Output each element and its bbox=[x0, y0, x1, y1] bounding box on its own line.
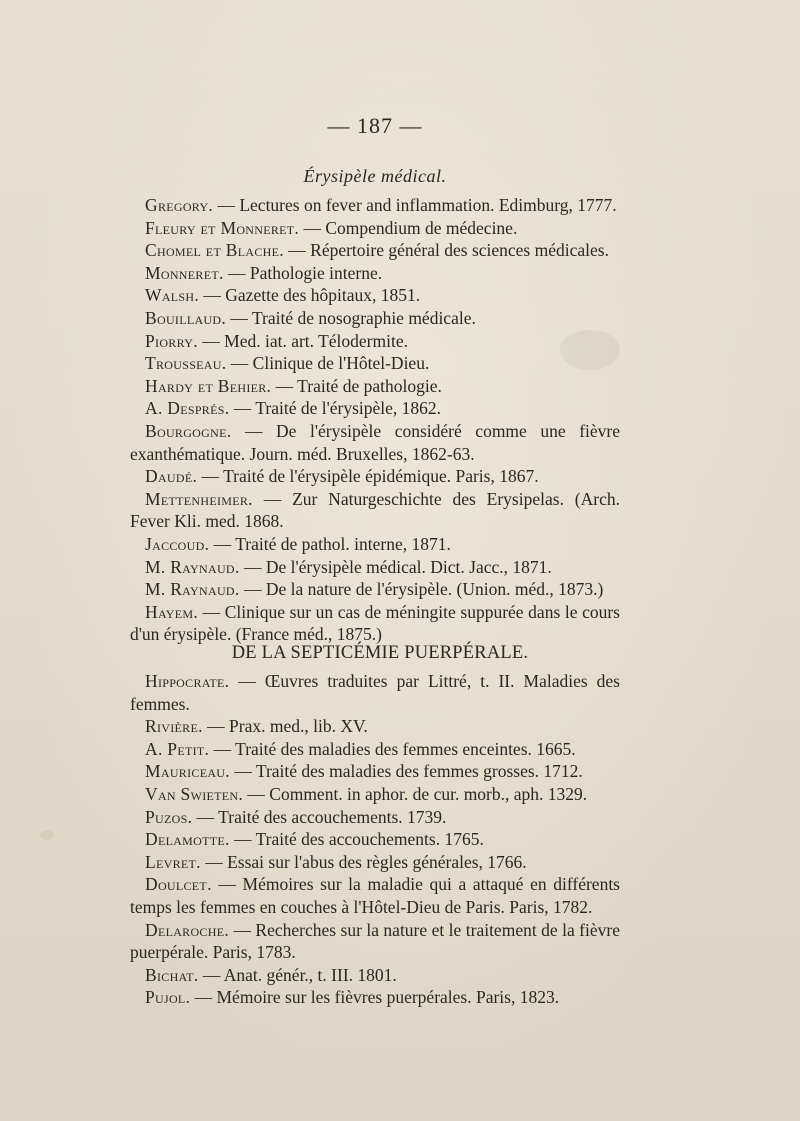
bibliography-entry bbox=[130, 828, 620, 851]
entry-text: — Zur Naturgeschichte des Erysipelas. (Arch. Fever Kli. med. 1868. bbox=[130, 488, 620, 532]
entry-text: — Répertoire général des sciences médicales. bbox=[283, 240, 609, 261]
paper-stain bbox=[40, 830, 54, 840]
entry-text: — Mémoires sur la maladie qui a attaqué en différents temps les femmes en couches à l'Hôtel-Dieu de Paris. Paris, 1782. bbox=[130, 874, 620, 917]
entry-text: — Anat. génér., t. III. 1801. bbox=[198, 964, 397, 985]
entry-author: Puzos. bbox=[145, 806, 193, 827]
entry-author: Bourgogne. bbox=[145, 420, 232, 441]
bibliography-entry bbox=[130, 806, 620, 829]
entry-author: Delamotte. bbox=[145, 829, 230, 850]
entry-author: M. Raynaud. bbox=[145, 579, 240, 600]
entry-author: Hardy et Behier. bbox=[145, 375, 272, 396]
bibliography-entry bbox=[130, 352, 620, 375]
entry-text: — Compendium de médecine. bbox=[299, 217, 518, 238]
entry-text: — Œuvres traduites par Littré, t. II. Maladies des femmes. bbox=[130, 671, 620, 714]
bibliography-entry bbox=[130, 488, 620, 533]
entry-author: A. Després. bbox=[145, 398, 230, 419]
bibliography-entry bbox=[130, 760, 620, 783]
entry-author: A. Petit. bbox=[145, 738, 210, 759]
section-title: Érysipèle médical. bbox=[303, 166, 447, 186]
entry-text: — Prax. med., lib. XV. bbox=[202, 716, 368, 737]
page-number: — 187 — bbox=[327, 113, 423, 138]
bibliography-entry bbox=[130, 262, 620, 285]
entry-text: — Traité de pathologie. bbox=[271, 375, 442, 396]
bibliography-entry bbox=[130, 307, 620, 330]
entry-author: Daudé. bbox=[145, 466, 198, 487]
bibliography-entry bbox=[130, 578, 620, 601]
entry-author: Bouillaud. bbox=[145, 307, 227, 328]
entry-author: Hippocrate. bbox=[145, 671, 230, 691]
entry-text: — Lectures on fever and inflammation. Edimburg, 1777. bbox=[213, 195, 617, 215]
entry-text: — Traité des maladies des femmes enceintes. 1665. bbox=[209, 738, 576, 759]
bibliography-entry bbox=[130, 465, 620, 488]
septicemie-heading: DE LA SEPTICÉMIE PUERPÉRALE. bbox=[231, 643, 529, 663]
entry-text: — Traité des accouchements. 1765. bbox=[229, 829, 484, 850]
entry-text: — Traité de l'érysipèle, 1862. bbox=[229, 398, 442, 419]
septicemie-bibliography bbox=[130, 670, 620, 1009]
entry-text: — Pathologie interne. bbox=[223, 262, 383, 283]
entry-author: Rivière. bbox=[145, 716, 203, 737]
entry-author: Jaccoud. bbox=[145, 533, 210, 554]
bibliography-entry bbox=[130, 919, 620, 964]
entry-author: Pujol. bbox=[145, 987, 191, 1008]
entry-author: Monneret. bbox=[145, 262, 224, 283]
entry-text: — Essai sur l'abus des règles générales, 1766. bbox=[200, 851, 527, 872]
bibliography-entry bbox=[130, 375, 620, 398]
entry-text: — De la nature de l'érysipèle. (Union. méd., 1873.) bbox=[239, 579, 604, 600]
entry-author: Bichat. bbox=[145, 964, 199, 985]
entry-author: Hayem. bbox=[145, 601, 199, 622]
entry-text: — Gazette des hôpitaux, 1851. bbox=[199, 285, 421, 306]
entry-text: — Clinique sur un cas de méningite suppurée dans le cours d'un érysipèle. (France méd., 1875.) bbox=[130, 601, 620, 645]
erysipele-bibliography bbox=[130, 194, 620, 646]
entry-text: — De l'érysipèle considéré comme une fièvre exanthématique. Journ. méd. Bruxelles, 1862-63. bbox=[130, 420, 620, 464]
bibliography-entry bbox=[130, 556, 620, 579]
entry-text: — Traité de l'érysipèle épidémique. Paris, 1867. bbox=[197, 466, 539, 487]
bibliography-entry bbox=[130, 986, 620, 1009]
entry-text: — Traité des maladies des femmes grosses. 1712. bbox=[229, 761, 583, 782]
entry-author: Levret. bbox=[145, 851, 201, 872]
entry-text: — Mémoire sur les fièvres puerpérales. Paris, 1823. bbox=[190, 987, 560, 1008]
entry-author: Chomel et Blache. bbox=[145, 240, 284, 261]
bibliography-entry bbox=[130, 783, 620, 806]
bibliography-entry bbox=[130, 738, 620, 761]
entry-author: Gregory. bbox=[145, 195, 214, 215]
entry-author: Mettenheimer. bbox=[145, 488, 253, 509]
entry-text: — De l'érysipèle médical. Dict. Jacc., 1871. bbox=[239, 556, 552, 577]
entry-author: Trousseau. bbox=[145, 353, 227, 374]
bibliography-entry bbox=[130, 217, 620, 240]
entry-text: — Recherches sur la nature et le traitement de la fièvre puerpérale. Paris, 1783. bbox=[130, 919, 620, 963]
bibliography-entry bbox=[130, 194, 620, 217]
entry-author: Doulcet. bbox=[145, 874, 212, 895]
bibliography-entry bbox=[130, 873, 620, 918]
entry-text: — Traité de pathol. interne, 1871. bbox=[209, 533, 451, 554]
entry-author: Piorry. bbox=[145, 330, 198, 351]
bibliography-entry bbox=[130, 397, 620, 420]
entry-text: — Traité des accouchements. 1739. bbox=[192, 806, 447, 827]
entry-text: — Traité de nosographie médicale. bbox=[226, 307, 476, 328]
entry-text: — Med. iat. art. Télodermite. bbox=[197, 330, 408, 351]
bibliography-entry bbox=[130, 851, 620, 874]
entry-author: Van Swieten. bbox=[145, 783, 244, 804]
entry-text: — Clinique de l'Hôtel-Dieu. bbox=[226, 353, 430, 374]
entry-author: Delaroche. bbox=[145, 919, 230, 940]
bibliography-entry bbox=[130, 670, 620, 715]
entry-author: Mauriceau. bbox=[145, 761, 230, 782]
bibliography-entry bbox=[130, 533, 620, 556]
bibliography-entry bbox=[130, 601, 620, 646]
entry-text: — Comment. in aphor. de cur. morb., aph. 1329. bbox=[243, 783, 588, 804]
entry-author: Fleury et Monneret. bbox=[145, 217, 300, 238]
bibliography-entry bbox=[130, 715, 620, 738]
bibliography-entry bbox=[130, 330, 620, 353]
bibliography-entry bbox=[130, 284, 620, 307]
bibliography-entry bbox=[130, 964, 620, 987]
entry-author: M. Raynaud. bbox=[145, 556, 240, 577]
entry-author: Walsh. bbox=[145, 285, 200, 306]
bibliography-entry bbox=[130, 420, 620, 465]
bibliography-entry bbox=[130, 239, 620, 262]
